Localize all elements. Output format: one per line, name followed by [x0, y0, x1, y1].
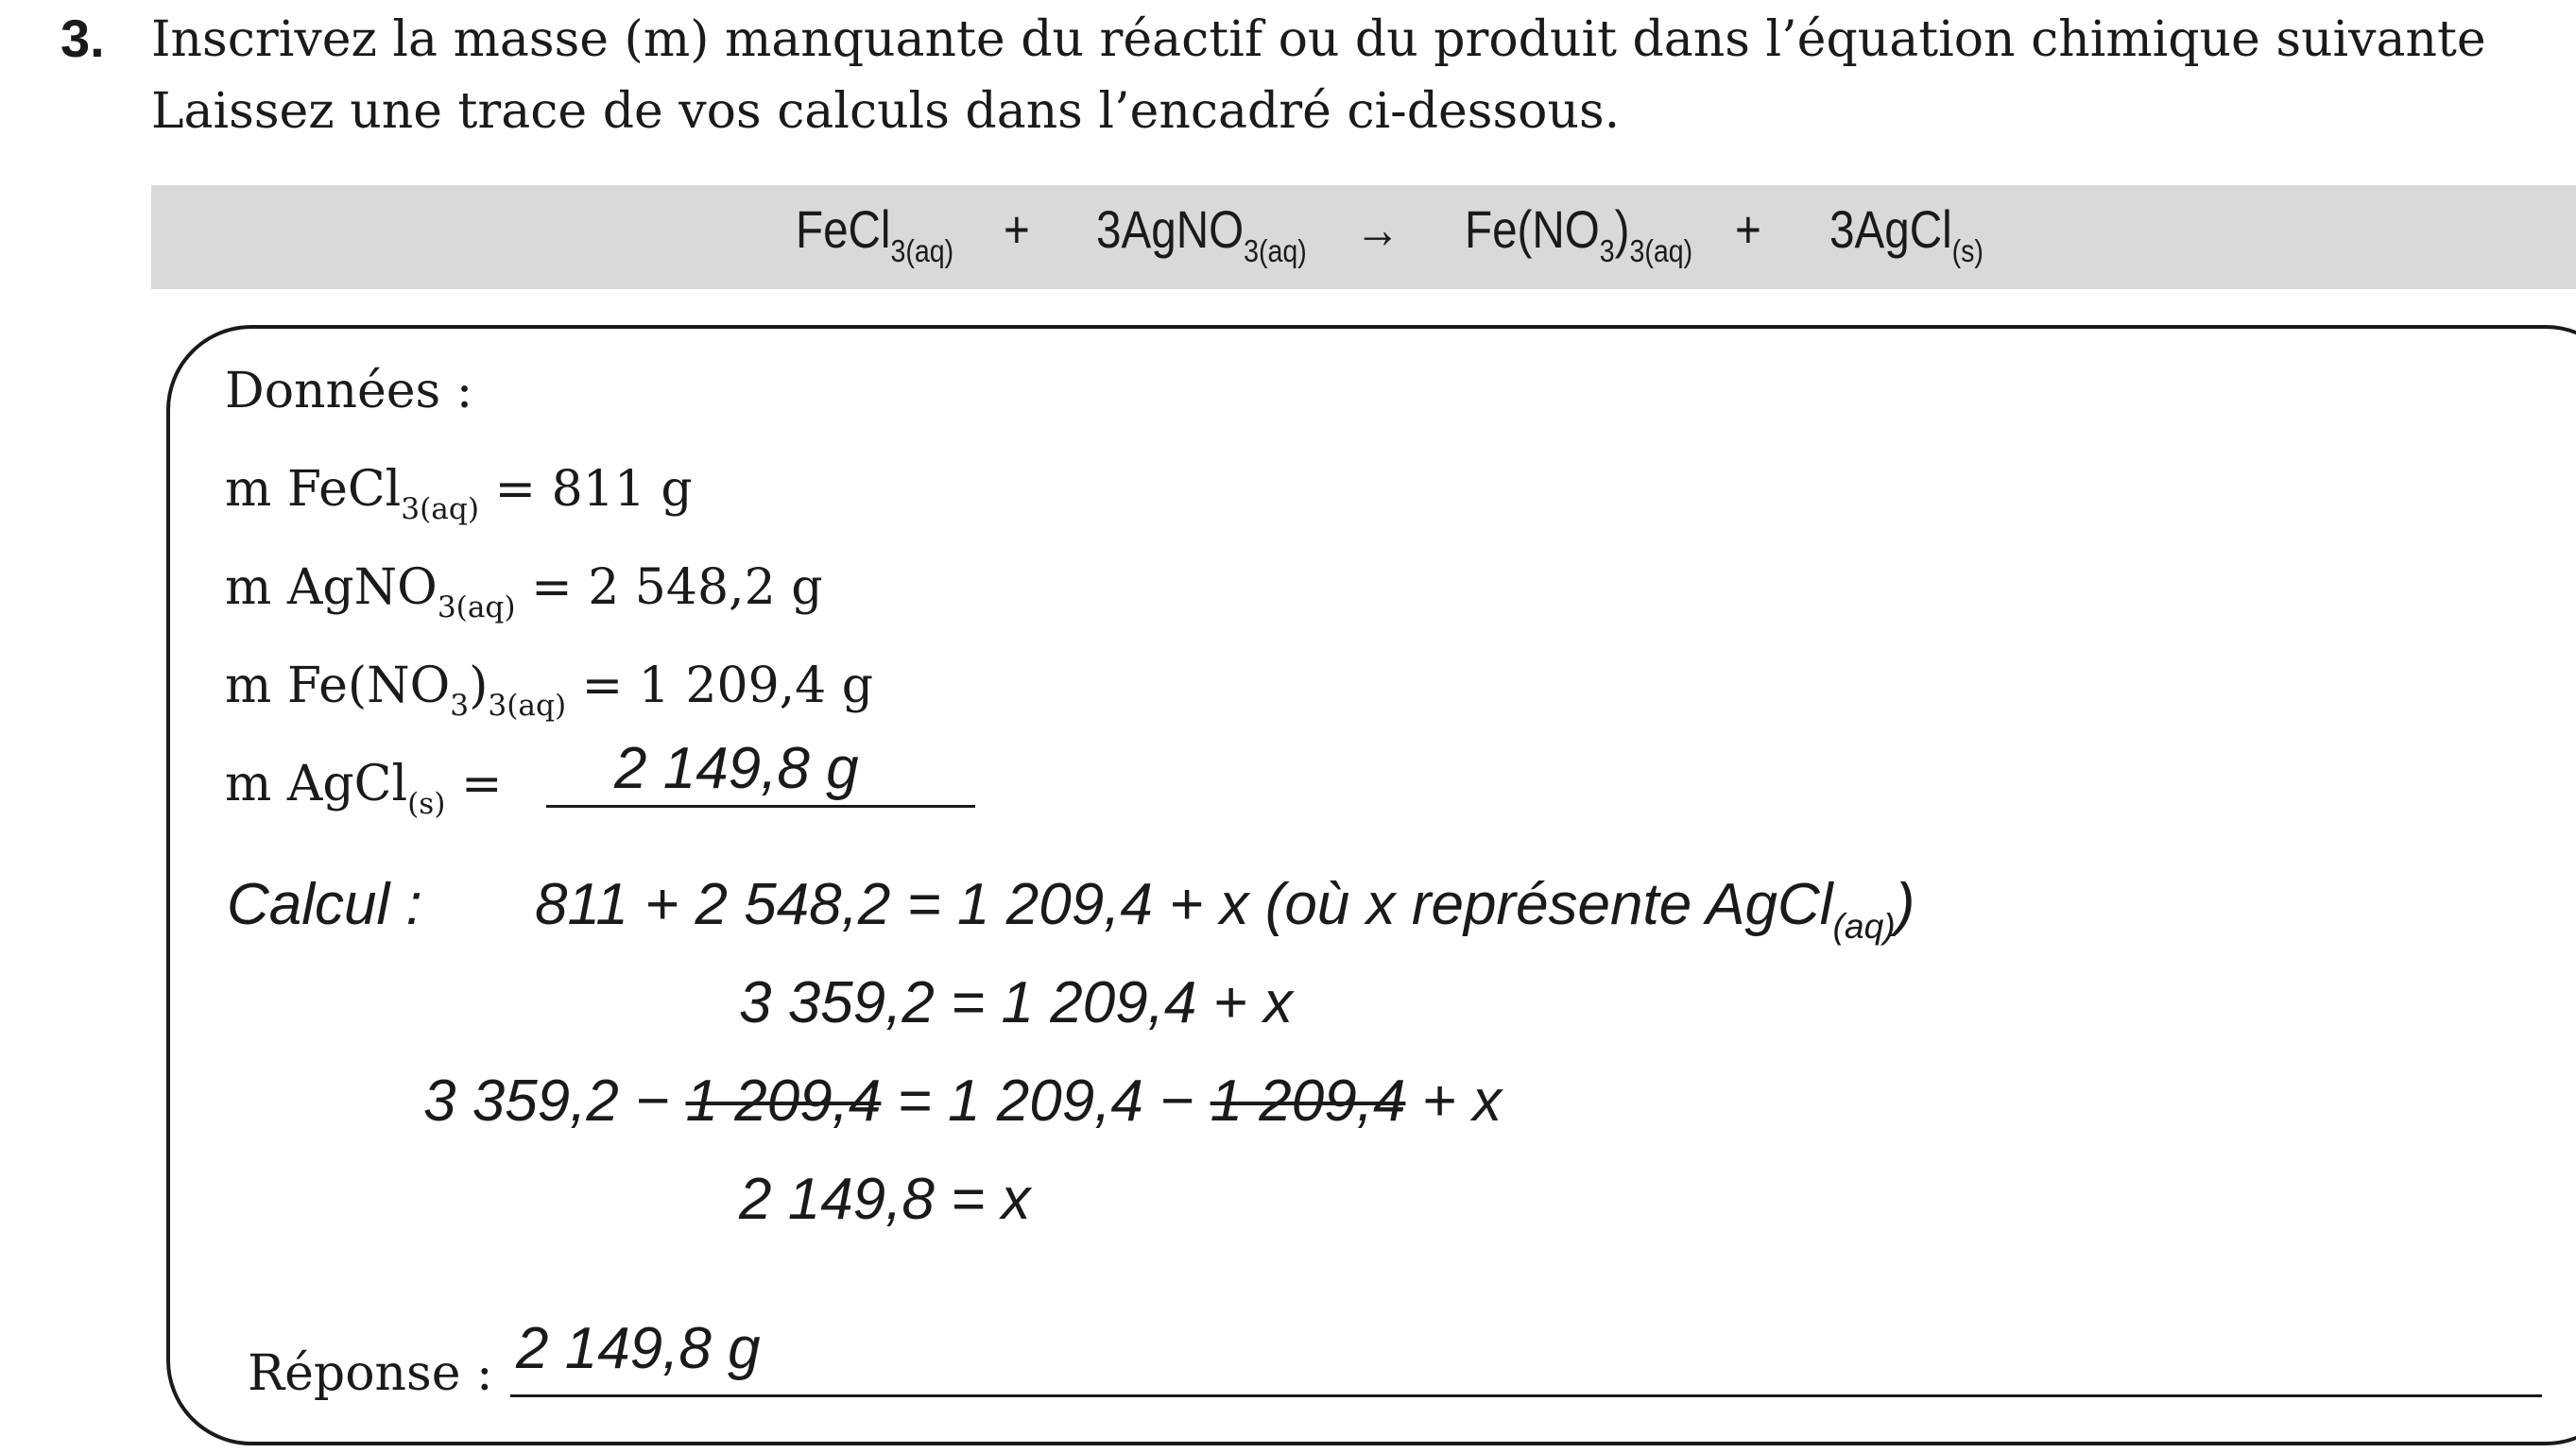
donnee-agno3: m AgNO$_{3(aq)}$ = 2 548,2 g — [225, 559, 823, 625]
calcul-line-1: 811 + 2 548,2 = 1 209,4 + x (où x représente AgCl$_{(aq)}$) — [535, 872, 1915, 946]
reponse-answer-line — [510, 1394, 2542, 1397]
chemical-equation — [0, 185, 2576, 289]
donnee-agcl: m AgCl$_{(s)}$ = — [225, 756, 503, 822]
donnee-fecl3: m FeCl$_{3(aq)}$ = 811 g — [225, 461, 693, 527]
reponse-label: Réponse : — [248, 1345, 493, 1402]
calcul-line-4: 2 149,8 = x — [739, 1167, 1031, 1232]
equation-plus: + — [1735, 199, 1761, 259]
agcl-answer[interactable]: 2 149,8 g — [614, 736, 859, 801]
calcul-label: Calcul : — [227, 872, 422, 937]
strikethrough-term: 1 209,4 — [1210, 1068, 1406, 1134]
calcul-line-3: 3 359,2 − 1 209,4 = 1 209,4 − 1 209,4 + x — [423, 1068, 1503, 1134]
agcl-answer-line — [546, 805, 975, 808]
donnee-feno3: m $Fe(NO_3)_{3(aq)} = 1$ 209,4 g — [225, 658, 874, 724]
question-number: 3. — [60, 9, 105, 68]
reponse-answer[interactable]: 2 149,8 g — [516, 1316, 761, 1381]
strikethrough-term: 1 209,4 — [685, 1068, 882, 1134]
equation-arrow: → — [1355, 199, 1400, 259]
question-instruction: Inscrivez la masse (m) manquante du réactif ou du produit dans l’équation chimique suivante — [151, 11, 2486, 68]
donnees-heading: Données : — [225, 363, 473, 419]
question-instruction-2: Laissez une trace de vos calculs dans l’encadré ci-dessous. — [151, 83, 1621, 140]
calcul-line-2: 3 359,2 = 1 209,4 + x — [739, 970, 1294, 1035]
equation-plus: + — [1004, 199, 1030, 259]
equation-reactant-fecl3: FeCl$_{3(aq)}$ — [796, 199, 954, 270]
equation-reactant-agno3: 3AgNO$_{3(aq)}$ — [1096, 199, 1307, 270]
equation-product-agcl: 3AgCl$_{(s)}$ — [1829, 199, 1984, 270]
equation-product-feno3: $Fe(NO_3)_{3(aq)}$ — [1465, 199, 1693, 270]
